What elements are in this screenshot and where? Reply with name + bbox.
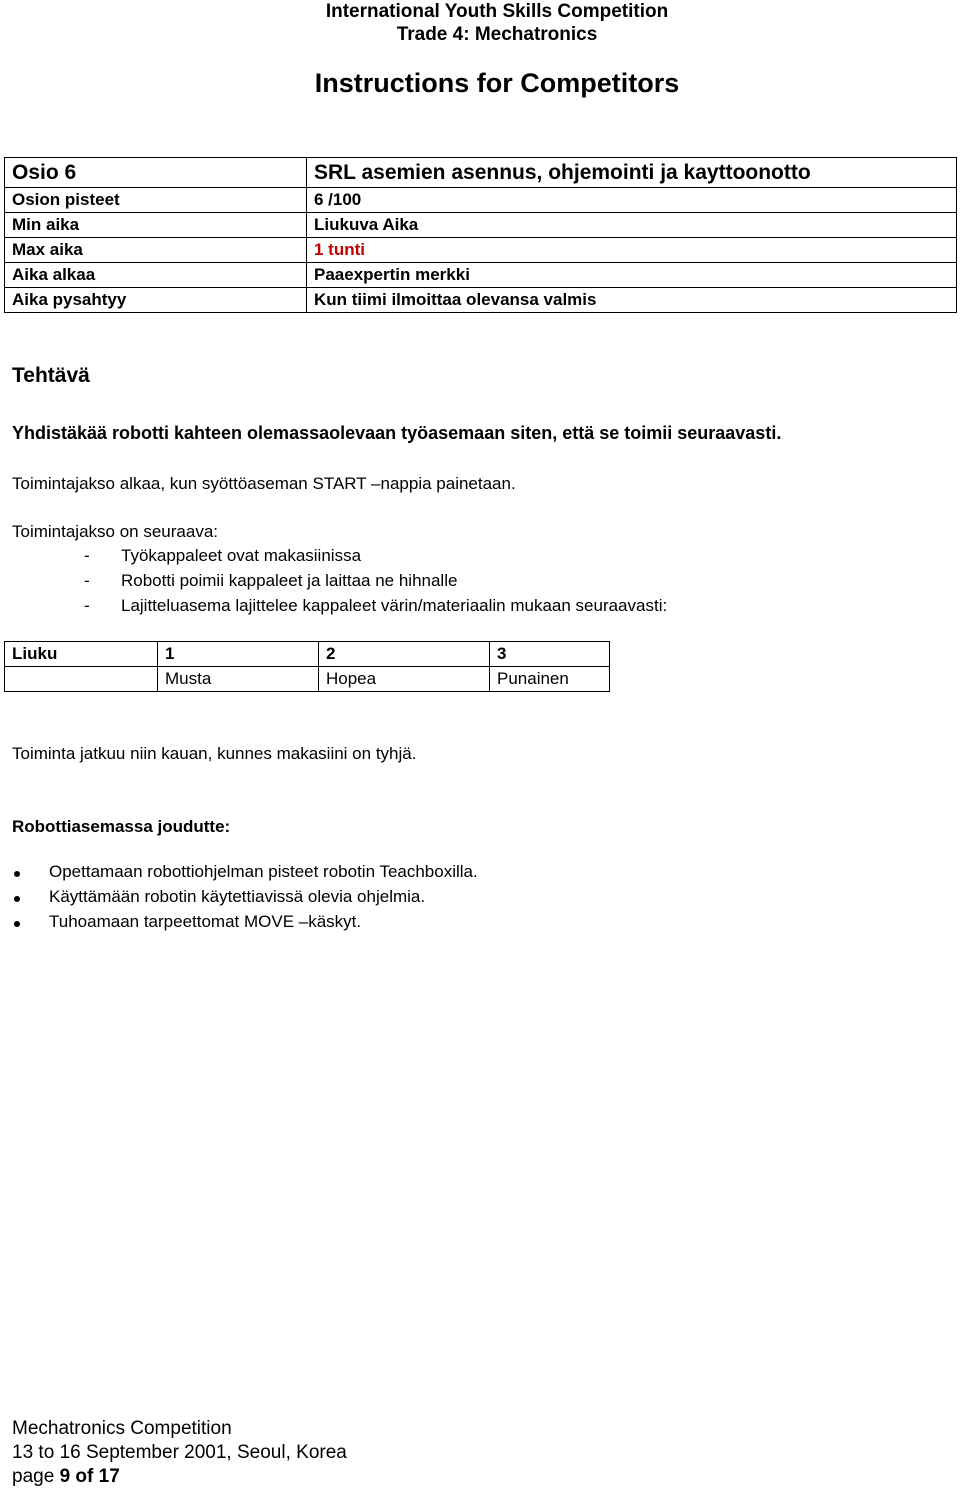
table-row [5, 263, 957, 288]
table-row [5, 642, 610, 667]
table-row [5, 238, 957, 263]
dash-marker: - [84, 546, 90, 565]
bullet-icon [14, 896, 20, 902]
page-prefix: page [12, 1466, 55, 1487]
info-value: Kun tiimi ilmoittaa olevansa valmis [307, 288, 957, 313]
task-intro: Yhdistäkää robotti kahteen olemassaolevaan työasemaan siten, että se toimii seuraavasti. [12, 423, 782, 443]
continue-text: Toiminta jatkuu niin kauan, kunnes makasiini on tyhjä. [12, 744, 417, 763]
info-value: SRL asemien asennus, ohjemointi ja kayttoonotto [307, 158, 957, 188]
info-label: Min aika [5, 213, 307, 238]
info-value: Liukuva Aika [307, 213, 957, 238]
info-value: 6 /100 [307, 188, 957, 213]
info-label: Aika pysahtyy [5, 288, 307, 313]
table-row [5, 213, 957, 238]
info-value: Paaexpertin merkki [307, 263, 957, 288]
table-row [5, 288, 957, 313]
robot-task-text: Opettamaan robottiohjelman pisteet robotin Teachboxilla. [49, 862, 478, 881]
info-label: Max aika [5, 238, 307, 263]
table-cell [5, 667, 158, 692]
section-info-table [4, 157, 957, 313]
footer-line-2: 13 to 16 September 2001, Seoul, Korea [12, 1442, 347, 1463]
bullet-icon [14, 921, 20, 927]
footer-line-1: Mechatronics Competition [12, 1418, 232, 1439]
bullet-icon [14, 871, 20, 877]
header-line-2: Trade 4: Mechatronics [396, 24, 598, 45]
info-label: Osion pisteet [5, 188, 307, 213]
table-cell: Punainen [490, 667, 610, 692]
page-number: 9 [59, 1466, 71, 1487]
table-cell: 3 [490, 642, 610, 667]
table-cell: Hopea [319, 667, 490, 692]
dash-marker: - [84, 571, 90, 590]
table-cell: Liuku [5, 642, 158, 667]
info-label: Aika alkaa [5, 263, 307, 288]
header-line-1: International Youth Skills Competition [325, 1, 669, 22]
table-row [5, 188, 957, 213]
page-indicator [12, 1465, 120, 1489]
sorting-table [4, 641, 610, 692]
step-text: Robotti poimii kappaleet ja laittaa ne hihnalle [121, 571, 458, 590]
document-title: Instructions for Competitors [314, 68, 680, 98]
table-cell: 1 [158, 642, 319, 667]
robot-heading: Robottiasemassa joudutte: [12, 817, 231, 836]
table-row [5, 667, 610, 692]
step-text: Työkappaleet ovat makasiinissa [121, 546, 362, 565]
robot-task-text: Tuhoamaan tarpeettomat MOVE –käskyt. [49, 912, 362, 931]
page-total: of 17 [75, 1466, 120, 1487]
table-row [5, 158, 957, 188]
task-start-text: Toimintajakso alkaa, kun syöttöaseman START –nappia painetaan. [12, 474, 516, 493]
info-label: Osio 6 [5, 158, 307, 188]
robot-task-text: Käyttämään robotin käytettiavissä olevia ohjelmia. [49, 887, 426, 906]
info-value-max-time: 1 tunti [307, 238, 957, 263]
task-heading: Tehtävä [12, 364, 90, 387]
dash-marker: - [84, 596, 90, 615]
task-cycle-label: Toimintajakso on seuraava: [12, 522, 219, 541]
table-cell: Musta [158, 667, 319, 692]
table-cell: 2 [319, 642, 490, 667]
step-text: Lajitteluasema lajittelee kappaleet värin/materiaalin mukaan seuraavasti: [121, 596, 668, 615]
